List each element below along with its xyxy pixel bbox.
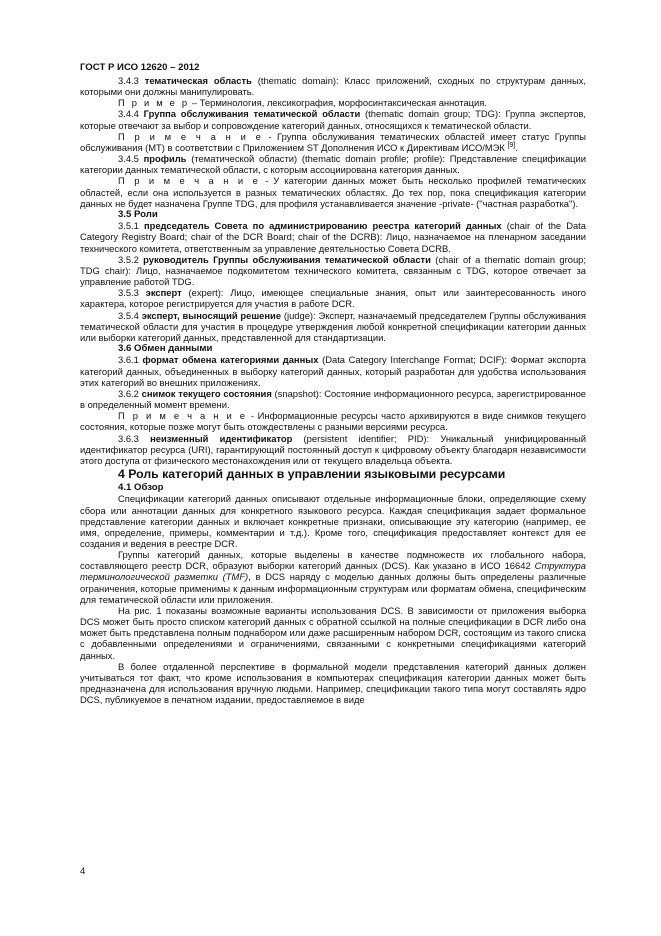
definition-3-6-3: 3.6.3 неизменный идентификатор (persistent identifier; PID): Уникальный унифицированный идентификатор ресурса (URI), гарантирующий постоянный доступ к цифровому объекту благодаря независимости этого доступа от физического местонахождения или от текущего владельца объекта. <box>80 432 587 466</box>
definition-3-5-2: 3.5.2 руководитель Группы обслуживания тематической области (chair of a thematic domain group; TDG chair): Лицо, назначаемое подкомитетом технического комитета, связанным с TDG, которое отвечает за управление работой TDG. <box>80 253 586 288</box>
term: снимок текущего состояния <box>141 387 272 399</box>
definition-3-4-5: 3.4.5 профиль (тематической области) (thematic domain profile; profile): Представление спецификации категории данных тематической области, с которым ассоциирована категория данных. <box>80 153 586 176</box>
chapter-heading-4: 4 Роль категорий данных в управлении языковыми ресурсами <box>118 466 506 481</box>
section-heading-3-6: 3.6 Обмен данными <box>118 343 213 354</box>
reference: [9] <box>507 141 516 149</box>
term: профиль <box>143 153 187 165</box>
definition-3-6-1: 3.6.1 формат обмена категориями данных (Data Category Interchange Format; DCIF): Формат экспорта категорий данных, объединенных в выборку категорий данных, который разработан для удобства использования этих категорий во внешних приложениях. <box>80 354 586 388</box>
term: Группа обслуживания тематической области <box>143 108 361 120</box>
definition-3-5-4: 3.5.4 эксперт, выносящий решение (judge): Эксперт, назначаемый председателем Группы обслуживания тематической области для участия в процедуре утверждения любой конкретной спецификации категории данных или выборки категорий данных, представленной для стандартизации. <box>80 309 587 343</box>
note-3-4-5: П р и м е ч а н и е - У категории данных может быть несколько профилей тематических областей, если она используется в разных тематических областях. До тех пор, пока спецификация категории данных не будет назначена Группе TDG, для профиля устанавливается значение -private- ("частная разработка"). <box>80 175 586 209</box>
term: неизменный идентификатор <box>150 432 293 444</box>
definition-3-6-2: 3.6.2 снимок текущего состояния (snapshot): Состояние информационного ресурса, зарегистрированное в определенный момент времени. <box>80 387 586 411</box>
body-paragraph: Группы категорий данных, которые выделены в качестве подмножеств их глобального набора, составляющего реестр DCR, образуют выборки категорий данных (DCS). Как указано в ИСО 16642 Структура терминологической разметки (TMF), в DCS наряду с моделью данных должны быть определены различные ограничения, которые применимы к данным информационным структурам или форматам обмена, специфическим для тематической области или приложения. <box>80 549 586 605</box>
page-number: 4 <box>80 866 86 877</box>
term: председатель Совета по администрированию реестра категорий данных <box>143 220 502 232</box>
document-page <box>80 62 586 705</box>
term: тематическая область <box>144 75 252 86</box>
definition-3-5-3: 3.5.3 эксперт (expert): Лицо, имеющее специальные знания, опыт или заинтересованность иного характера, которое регистрируется для участия в работе DCR. <box>80 287 586 310</box>
section-heading-4-1: 4.1 Обзор <box>118 481 164 493</box>
term: эксперт, выносящий решение <box>141 309 282 321</box>
definition-3-4-3: 3.4.3 тематическая область (thematic domain): Класс приложений, сходных по структурам данных, которыми они должны манипулировать. <box>80 75 586 98</box>
note-3-4-4: П р и м е ч а н и е - Группа обслуживания тематических областей имеет статус Группы обслуживания (МТ) в соответствии с Приложением ST Дополнения ИСО к Директивам ИСО/МЭК [9]. <box>80 130 586 153</box>
standard-header: ГОСТ Р ИСО 12620 – 2012 <box>80 62 200 73</box>
body-paragraph: Спецификации категорий данных описывают отдельные информационные блоки, определяющие схему сбора или аннотации данных для конкретного языкового ресурса. Каждая спецификация задает формальное представление категории данных и включает конкретные признаки, описывающие эту категорию (например, ее имя, определение, примеры, комментарии и т.д.). Кроме того, спецификация предоставляет контекст для ее создания и ведения в реестре DCR. <box>80 493 586 549</box>
term: эксперт <box>145 287 182 299</box>
body-paragraph: На рис. 1 показаны возможные варианты использования DCS. В зависимости от приложения выборка DCS может быть просто списком категорий данных с обратной ссылкой на полные спецификации в DCR либо она может быть представлена полным поднабором или даже расширенным набором DCR, состоящим из такого списка с добавленными определениями и ограничениями, связанными с конкретными спецификациями категорий данных. <box>80 604 586 661</box>
term: руководитель Группы обслуживания тематической области <box>143 253 431 265</box>
definition-3-4-4: 3.4.4 Группа обслуживания тематической области (thematic domain group; TDG): Группа экспертов, которые отвечают за выбор и сопровождение категорий данных, относящихся к тематической области. <box>80 108 586 131</box>
example-note: П р и м е р – Терминология, лексикография, морфосинтаксическая аннотация. <box>118 97 487 109</box>
body-paragraph: В более отдаленной перспективе в формальной модели представления категорий данных должен учитываться тот факт, что кроме использования в компьютерах спецификация категории данных может быть предназначена для использования вручную людьми. Например, спецификации такого типа могут составлять ядро DCS, публикуемое в печатном издании, предоставляемое в виде <box>80 660 586 706</box>
section-heading-3-5: 3.5 Роли <box>118 208 158 220</box>
term: формат обмена категориями данных <box>142 354 319 366</box>
definition-3-5-1: 3.5.1 председатель Совета по администрированию реестра категорий данных (chair of the Data Category Registry Board; chair of the DCR Board; chair of the DCRB): Лицо, назначаемое на пленарном заседании технического комитета, ответственным за управление деятельностью Совета DCRB. <box>80 220 587 254</box>
note-3-6-2: П р и м е ч а н и е - Информационные ресурсы часто архивируются в виде снимков текущего состояния, которые позже могут быть отождествлены с разными версиями ресурса. <box>80 410 586 433</box>
italic-title: Структура терминологической разметки (TMF) <box>80 560 586 583</box>
